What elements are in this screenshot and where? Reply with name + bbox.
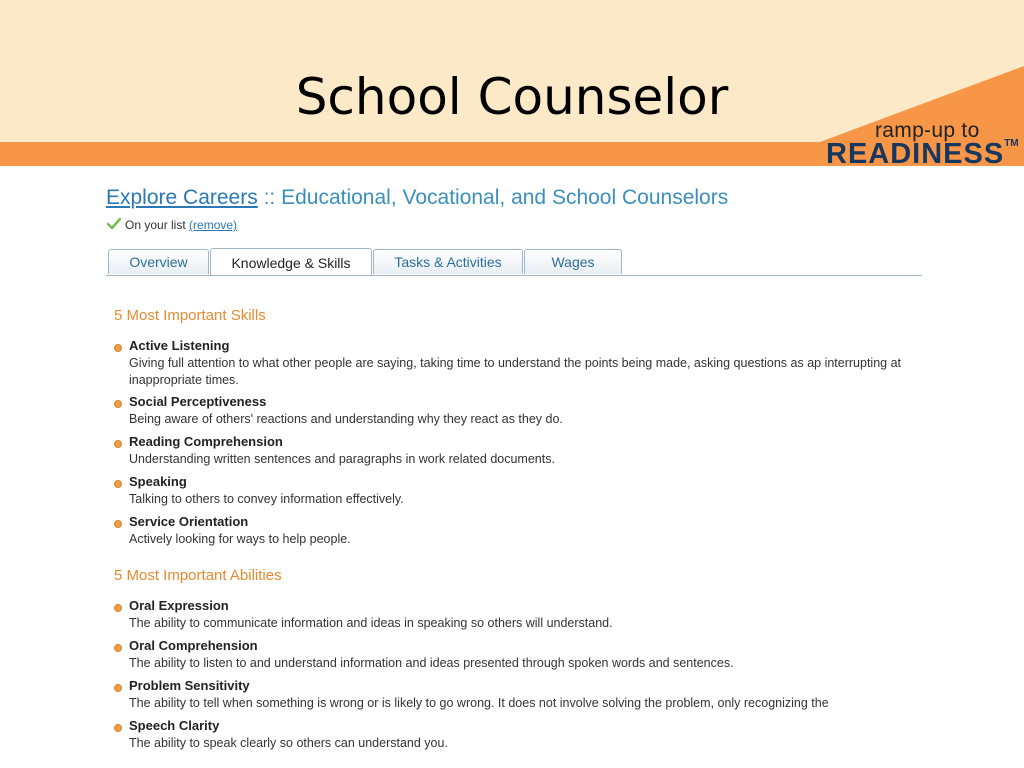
- item-description: Talking to others to convey information effectively.: [129, 492, 404, 506]
- item-description: The ability to communicate information and ideas in speaking so others will understand.: [129, 616, 613, 630]
- tab-wages[interactable]: Wages: [524, 249, 622, 274]
- bullet-icon: [114, 684, 122, 692]
- bullet-icon: [114, 440, 122, 448]
- item-title: Service Orientation: [129, 514, 249, 529]
- bullet-icon: [114, 520, 122, 528]
- explore-careers-link[interactable]: Explore Careers: [106, 186, 258, 209]
- item-description: Being aware of others' reactions and understanding why they react as they do.: [129, 412, 563, 426]
- checkmark-icon: [107, 218, 121, 230]
- logo-trademark: TM: [1004, 138, 1019, 149]
- item-title: Active Listening: [129, 338, 230, 353]
- bullet-icon: [114, 344, 122, 352]
- item-title: Social Perceptiveness: [129, 394, 267, 409]
- remove-link[interactable]: (remove): [189, 218, 238, 232]
- item-description: Understanding written sentences and paragraphs in work related documents.: [129, 452, 555, 466]
- item-description: Giving full attention to what other people are saying, taking time to understand the points being made, asking questions as ap interrupting at inappropriate times.: [129, 356, 902, 387]
- item-description: The ability to listen to and understand information and ideas presented through spoken words and sentences.: [129, 656, 734, 670]
- item-title: Oral Expression: [129, 598, 229, 613]
- item-description: Actively looking for ways to help people.: [129, 532, 351, 546]
- slide-title: School Counselor: [295, 68, 729, 126]
- tab-tasks-activities[interactable]: Tasks & Activities: [373, 249, 523, 274]
- tab-knowledge-skills[interactable]: Knowledge & Skills: [210, 248, 372, 275]
- item-title: Speech Clarity: [129, 718, 220, 733]
- tab-overview[interactable]: Overview: [108, 249, 209, 274]
- item-title: Speaking: [129, 474, 187, 489]
- bullet-icon: [114, 400, 122, 408]
- breadcrumb: [106, 186, 728, 210]
- bullet-icon: [114, 644, 122, 652]
- breadcrumb-separator: ::: [257, 186, 282, 209]
- screenshot-content: [104, 182, 922, 766]
- item-title: Problem Sensitivity: [129, 678, 250, 693]
- item-description: The ability to speak clearly so others can understand you.: [129, 736, 448, 750]
- item-description: The ability to tell when something is wrong or is likely to go wrong. It does not involve solving the problem, only recognizing the: [129, 696, 829, 710]
- tab-bar: [106, 249, 922, 276]
- abilities-heading: 5 Most Important Abilities: [114, 567, 282, 584]
- bullet-icon: [114, 480, 122, 488]
- logo-readiness: READINESS: [826, 138, 1005, 170]
- list-status: [107, 218, 237, 232]
- skills-heading: 5 Most Important Skills: [114, 307, 266, 324]
- bullet-icon: [114, 724, 122, 732]
- logo-tagline: ramp-up to: [875, 119, 980, 142]
- career-name: Educational, Vocational, and School Counselors: [281, 186, 729, 209]
- list-status-text: On your list: [125, 218, 190, 232]
- logo-wordmark: [826, 138, 1019, 171]
- item-title: Oral Comprehension: [129, 638, 258, 653]
- bullet-icon: [114, 604, 122, 612]
- item-title: Reading Comprehension: [129, 434, 283, 449]
